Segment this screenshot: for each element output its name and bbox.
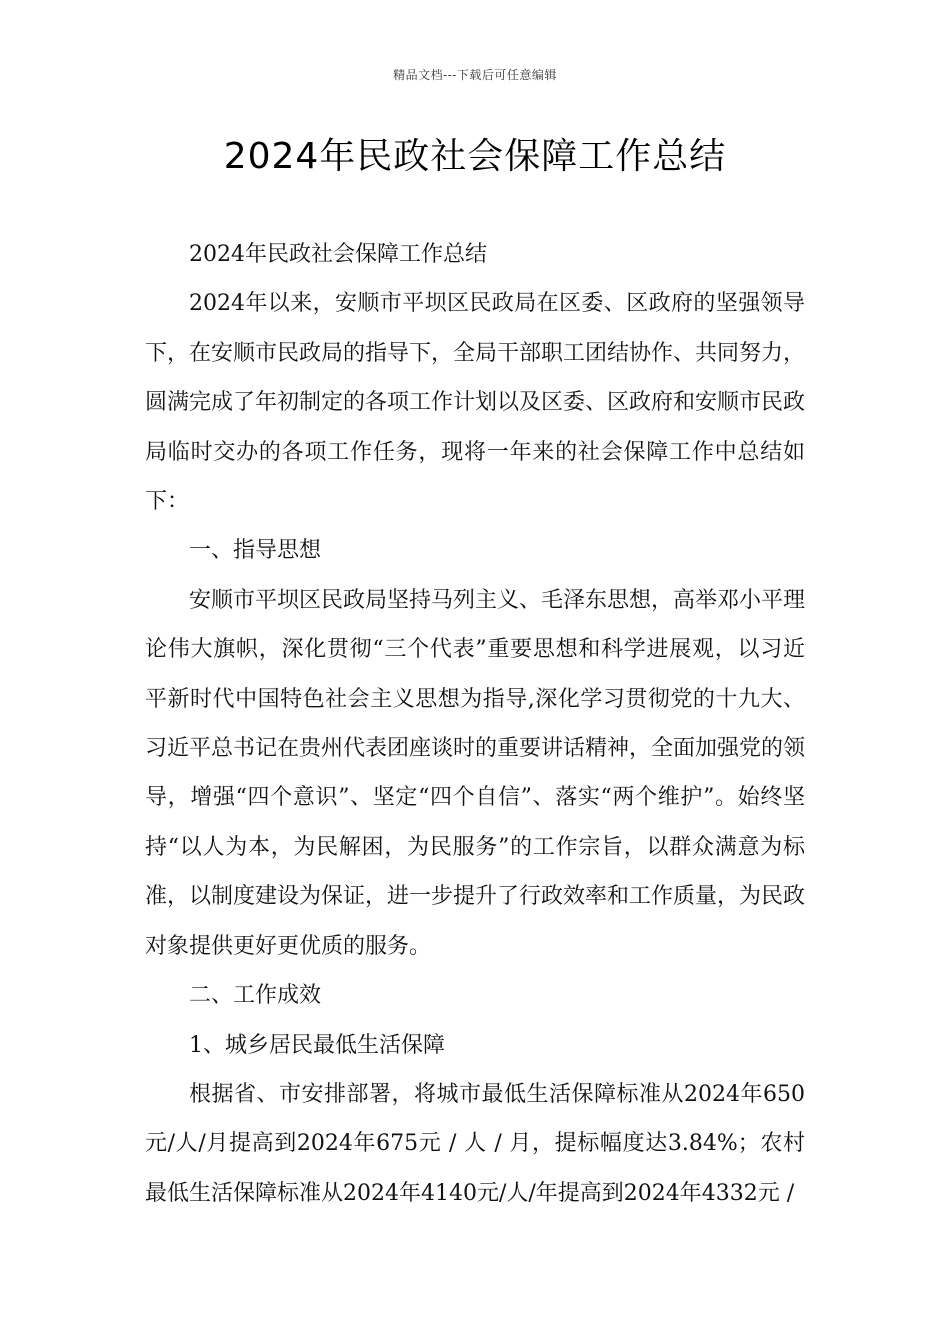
paragraph-repeat-title: 2024年民政社会保障工作总结 (189, 242, 487, 267)
header-note: 精品文档---下载后可任意编辑 (393, 68, 557, 82)
document-title: 2024年民政社会保障工作总结 (223, 136, 727, 177)
document-body (145, 230, 805, 1218)
subheading-minimum-living-security: 1、城乡居民最低生活保障 (189, 1032, 445, 1058)
paragraph-minimum-living-security: 根据省、市安排部署，将城市最低生活保障标准从2024年650元/人/月提高到2024年675元 / 人 / 月，提标幅度达3.84%；农村最低生活保障标准从2024年4140元/人/年提高到2024年4332元 / (145, 1081, 805, 1206)
paragraph-intro: 2024年以来，安顺市平坝区民政局在区委、区政府的坚强领导下，在安顺市民政局的指导下，全局干部职工团结协作、共同努力，圆满完成了年初制定的各项工作计划以及区委、区政府和安顺市民政局临时交办的各项工作任务，现将一年来的社会保障工作中总结如下： (145, 291, 806, 515)
heading-work-results: 二、工作成效 (189, 983, 322, 1009)
paragraph-guiding-ideology: 安顺市平坝区民政局坚持马列主义、毛泽东思想，高举邓小平理论伟大旗帜，深化贯彻“三个代表”重要思想和科学进展观，以习近平新时代中国特色社会主义思想为指导,深化学习贯彻党的十九大、习近平总书记在贵州代表团座谈时的重要讲话精神，全面加强党的领导，增强“四个意识”、坚定“四个自信”、落实“两个维护”。始终坚持“以人为本，为民解困，为民服务”的工作宗旨，以群众满意为标准，以制度建设为保证，进一步提升了行政效率和工作质量，为民政对象提供更好更优质的服务。 (145, 587, 806, 959)
heading-guiding-ideology: 一、指导思想 (189, 538, 322, 564)
